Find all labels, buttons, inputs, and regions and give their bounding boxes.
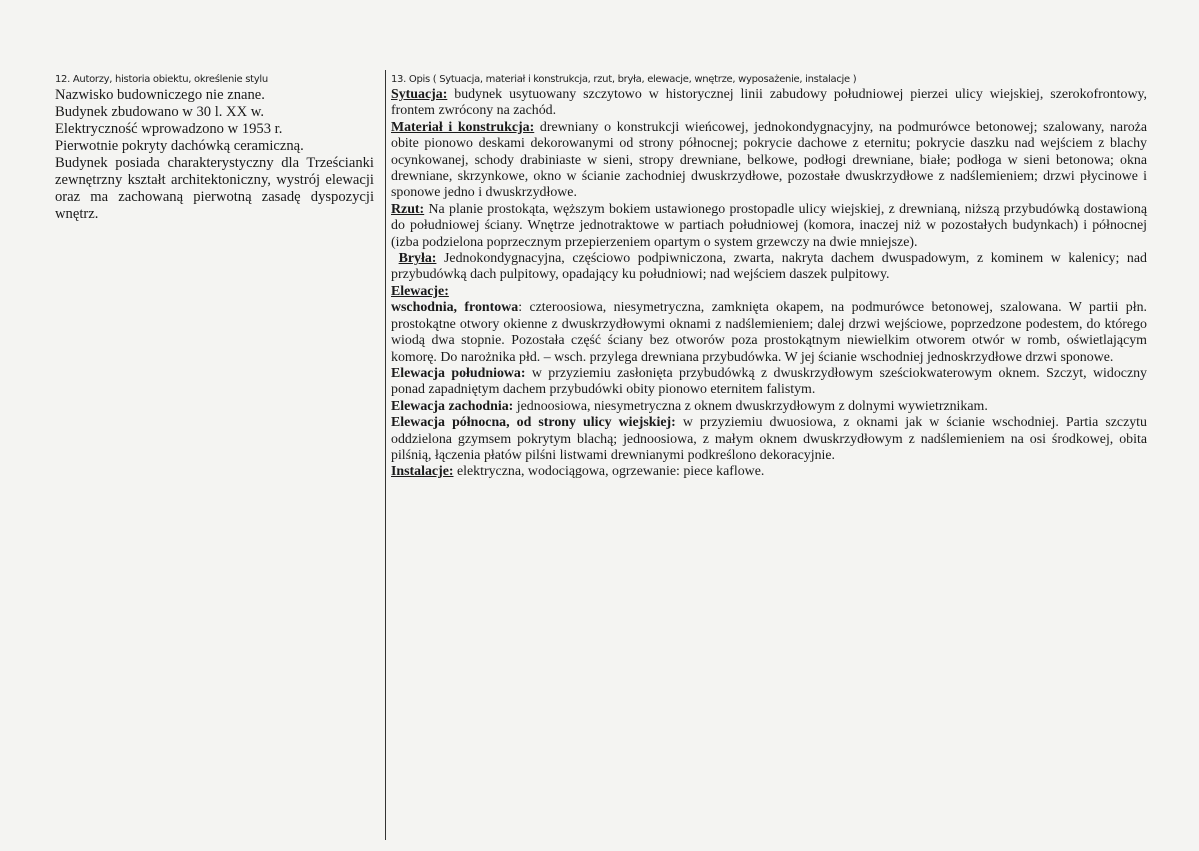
label: Instalacje: — [391, 464, 454, 480]
label: Materiał i konstrukcja: — [391, 119, 535, 135]
description-heading: 13. Opis ( Sytuacja, materiał i konstrukcja, rzut, bryła, elewacje, wnętrze, wyposażenie, instalacje ) — [391, 74, 857, 85]
paragraph-west-elevation — [391, 399, 1147, 415]
history-section — [55, 73, 374, 223]
text: w przyziemiu dwuosiowa, z oknami jak w ścianie wschodniej. Partia szczytu oddzielona gzymsem pokrytym blachą; jednoosiowa, z małym oknem dwuskrzydłowym z nadślemieniem na osi środkowej, obita pilśnią, łączenia płatów pilśni listwami drewnianymi podkreślono dekoracyjnie. — [391, 415, 1147, 463]
paragraph-plan — [391, 202, 1147, 251]
history-line: Elektryczność wprowadzono w 1953 r. — [55, 121, 283, 137]
history-line: Budynek zbudowano w 30 l. XX w. — [55, 104, 265, 120]
paragraph-installations — [391, 464, 1147, 480]
label: Elewacja północna, od strony ulicy wiejskiej: — [391, 415, 676, 431]
label: Sytuacja: — [391, 87, 448, 102]
text: Jednokondygnacyjna, częściowo podpiwniczona, zwarta, nakryta dachem dwuspadowym, z kominem w kalenicy; nad przybudówką dach pulpitowy, opadający ku południowi; nad wejściem daszek pulpitowy. — [391, 251, 1147, 283]
description-text — [391, 87, 1147, 481]
paragraph-material — [391, 120, 1147, 202]
label: Elewacja zachodnia: — [391, 398, 514, 414]
text: elektryczna, wodociągowa, ogrzewanie: piece kaflowe. — [453, 464, 765, 480]
paragraph-situation — [391, 87, 1147, 120]
text: w przyziemiu zasłonięta przybudówką z dwuskrzydłowym sześciokwaterowym oknem. Szczyt, widoczny ponad zapadniętym dachem przybudówki obity pionowo eternitem falistym. — [391, 365, 1148, 398]
text: Na planie prostokąta, węższym bokiem ustawionego prostopadle ulicy wiejskiej, z drewnianą, niższą przybudówką dostawioną do południowej ściany. Wnętrze jednotraktowe w partiach południowej (komora, inaczej niż w pozostałych budynkach) i północnej (izba podzielona poprzecznym przepierzeniem opartym o system grzewczy na dwie mniejsze). — [391, 201, 1147, 250]
text: jednoosiowa, niesymetryczna z oknem dwuskrzydłowym z dolnymi wywietrznikam. — [513, 398, 988, 414]
history-line: Budynek posiada charakterystyczny dla Trześcianki zewnętrzny kształt architektoniczny, wystrój elewacji oraz ma zachowaną pierwotną zasadę dyspozycji wnętrz. — [55, 155, 374, 222]
label: Elewacja południowa: — [391, 365, 526, 381]
label: Elewacje: — [391, 283, 449, 299]
history-line: Pierwotnie pokryty dachówką ceramiczną. — [55, 138, 304, 154]
column-divider — [385, 70, 386, 840]
label: wschodnia, frontowa — [391, 300, 519, 316]
paragraph-south-elevation — [391, 366, 1147, 399]
text: drewniany o konstrukcji wieńcowej, jednokondygnacyjny, na podmurówce betonowej; szalowany, naroża obite pionowo deskami dekorowanymi od strony północnej; pokrycie dachowe z eternitu; pokrycie daszku nad wejściem z blachy ocynkowanej, schody drabiniaste w sieni, stropy drewniane, belkowe, podłogi drewniane, białe; podłoga w sieni betonowa; okna drewniane, skrzynkowe, okno w ścianie zachodniej dwuskrzydłowe, pozostałe dwuskrzydłowe z nadślemieniem; drzwi płycinowe i sponowe jedno i dwuskrzydłowe. — [391, 119, 1148, 201]
history-heading: 12. Autorzy, historia obiektu, określenie stylu — [55, 74, 268, 85]
description-section — [391, 73, 1147, 481]
paragraph-elevations — [391, 284, 1147, 300]
text: : czteroosiowa, niesymetryczna, zamknięta okapem, na podmurówce betonowej, szalowana. W partii płn. prostokątne otwory okienne z dwuskrzydłowymi oknami z nadślemieniem; dalej drzwi wejściowe, poprzedzone podestem, do którego wiodą dwa stopnie. Pozostała część ściany bez otworów poza prostokątnym niewielkim otworem otwór w romb, oświetlającym komorę. Do narożnika płd. – wsch. przylega drewniana przybudówka. W jej ścianie wschodniej jednoskrzydłowe drzwi sponowe. — [391, 300, 1147, 365]
paragraph-massing — [391, 251, 1147, 284]
text: budynek usytuowany szczytowo w historycznej linii zabudowy południowej pierzei ulicy wiejskiej, szerokofrontowy, frontem zwrócony na zachód. — [391, 87, 1147, 119]
history-line: Nazwisko budowniczego nie znane. — [55, 87, 265, 103]
paragraph-north-elevation — [391, 415, 1147, 464]
history-text — [55, 87, 374, 223]
paragraph-east-elevation — [391, 300, 1147, 366]
label: Rzut: — [391, 201, 425, 217]
label: Bryła: — [398, 251, 437, 267]
